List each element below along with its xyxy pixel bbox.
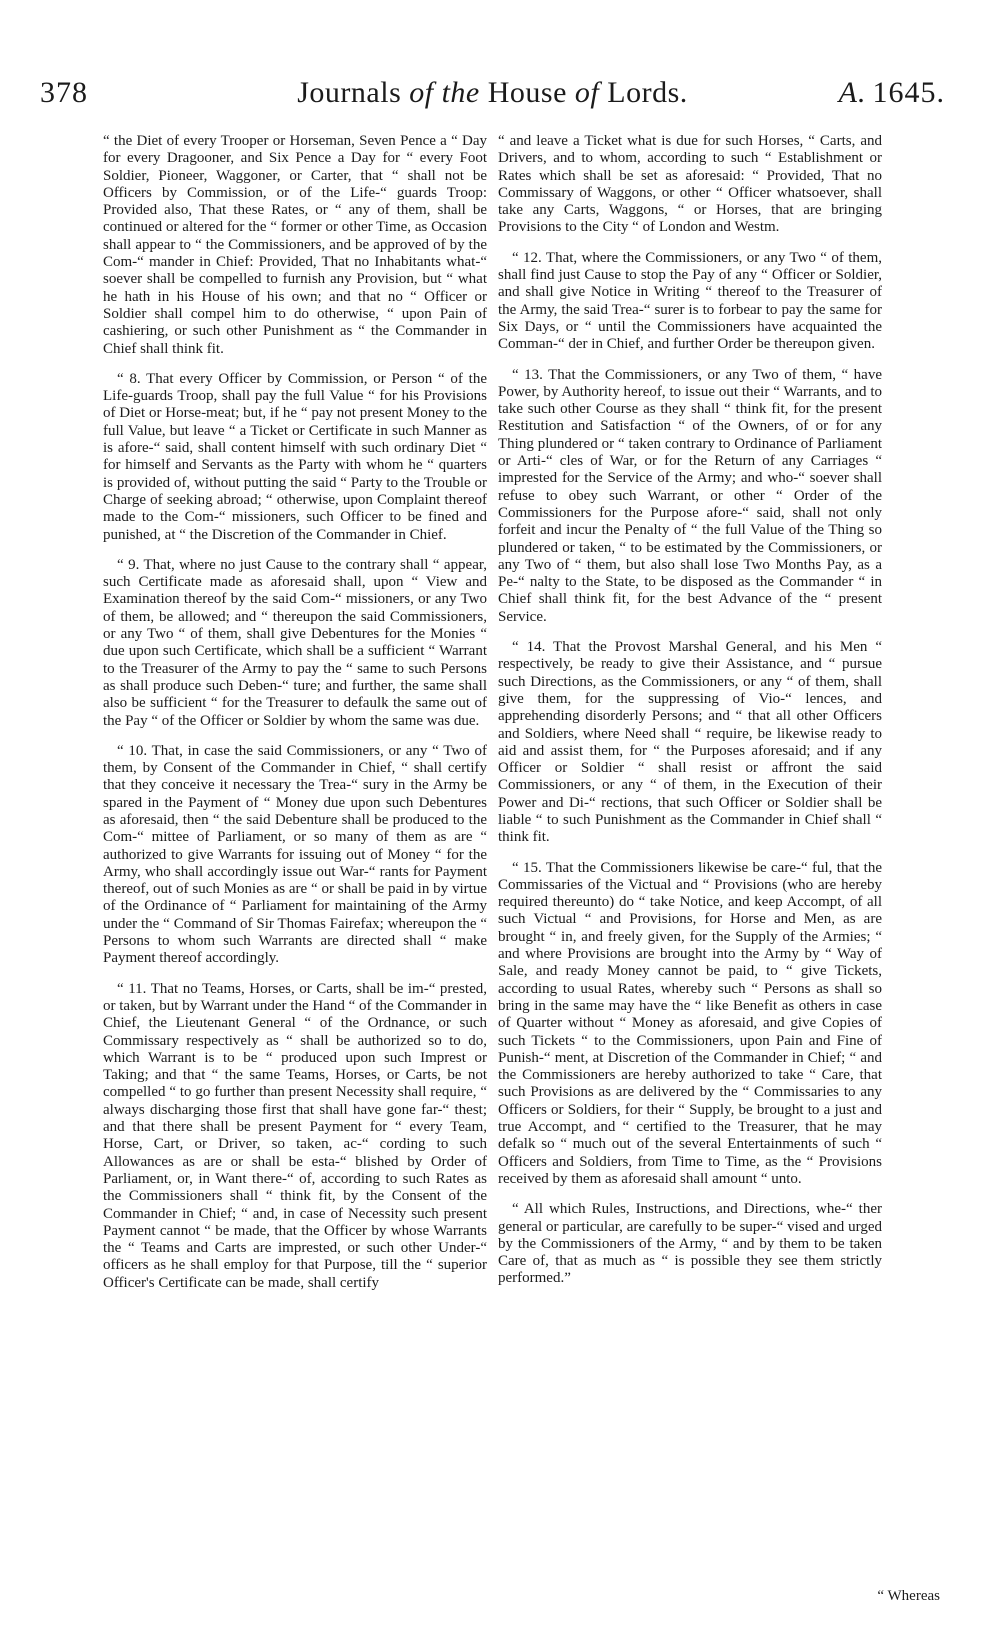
page-number: 378 xyxy=(40,76,88,109)
paragraph-article-10: “ 10. That, in case the said Commissioners, or any “ Two of them, by Consent of the Commander in Chief, “ shall certify that they conceive it necessary the Trea-“ sury in the Army be spared in the Payment of “ Money due upon such Debentures as aforesaid, then “ the said Debenture shall be produced to the Com-“ mittee of Parliament, or so many of them as are “ authorized to give Warrants for issuing out of Money “ for the Army, who shall accordingly issue out War-“ rants for Payment thereof, out of such Monies as are “ or shall be paid in by virtue of the Ordinance of “ Parliament for maintaining of the Army under the “ Command of Sir Thomas Fairefax; whereupon the “ Persons to whom such Warrants are directed shall “ make Payment thereof accordingly. xyxy=(103,742,487,967)
right-column xyxy=(498,133,882,1288)
paragraph-article-14: “ 14. That the Provost Marshal General, and his Men “ respectively, be ready to give their Assistance, and “ pursue such Directions, as the Commissioners, or any “ of them, shall give them, for the suppressing of Vio-“ lences, and apprehending disorderly Persons; and “ that all other Officers and Soldiers, where Need shall “ require, be likewise ready to aid and assist them, for “ the Purposes aforesaid; and if any Officer or Soldier “ shall resist or affront the said Commissioners, or any “ of them, in the Execution of their Power and Di-“ rections, that such Officer or Soldier shall be liable “ to such Punishment as the Commander in Chief shall “ think fit. xyxy=(498,639,882,846)
paragraph-article-13: “ 13. That the Commissioners, or any Two of them, “ have Power, by Authority hereof, to issue out their “ Warrants, and to take such other Course as they shall “ think fit, for the present Restitution and Satisfaction “ of the Owners, of or for any Thing plundered or “ taken contrary to Ordinance of Parliament or Arti-“ cles of War, or for the Return of any Carriages “ imprested for the Service of the Army; and who-“ soever shall refuse to obey such Warrant, or other “ Order of the Commissioners for the Purpose afore-“ said, shall not only forfeit and incur the Penalty of “ the full Value of the Thing so plundered or taken, “ to be estimated by the Commissioners, or any Two of “ them, but also shall lose Two Months Pay, as a Pe-“ nalty to the State, to be disposed as the Commander “ in Chief shall think fit, for the best Advance of the “ present Service. xyxy=(498,366,882,625)
paragraph-diet-rates: “ the Diet of every Trooper or Horseman, Seven Pence a “ Day for every Dragooner, and Six Pence a Day for “ every Foot Soldier, Pioneer, Waggoner, or Carter, that “ shall not be Officers by Commission, or of the Life-“ guards Troop: Provided also, That these Rates, or “ any of them, shall be continued or altered for the “ former or other Time, as Occasion shall appear to “ the Commissioners, and be approved of by the Com-“ mander in Chief: Provided, That no Inhabitants what-“ soever shall be compelled to furnish any Provision, but “ what he hath in his House of his own; and that no “ Officer or Soldier shall compel him to do otherwise, “ upon Pain of cashiering, or such other Punishment as “ the Commander in Chief shall think fit. xyxy=(103,133,487,357)
paragraph-article-9: “ 9. That, where no just Cause to the contrary shall “ appear, such Certificate made as aforesaid shall, upon “ View and Examination thereof by the said Com-“ missioners, or any Two of them, be allowed; and “ thereupon the said Commissioners, or any Two “ of them, shall give Debentures for the Monies “ due upon such Certificate, which shall be a sufficient “ Warrant to the Treasurer of the Army to pay the “ same to such Persons as shall produce such Deben-“ ture; and further, the same shall also be sufficient “ for the Treasurer to defaulk the same out of the Pay “ of the Officer or Soldier by whom the same was due. xyxy=(103,556,487,729)
paragraph-article-11: “ 11. That no Teams, Horses, or Carts, shall be im-“ prested, or taken, but by Warrant under the Hand “ of the Commander in Chief, the Lieutenant General “ of the Ordnance, or such Commissary respectively as “ shall be authorized so to do, which Warrant is to be “ produced upon such Imprest or Taking; and that “ the same Teams, Horses, or Carts, be not compelled “ to go further than present Necessity shall require, “ always discharging those first that shall have gone far-“ thest; and that there shall be present Payment for “ every Team, Horse, Cart, or Driver, so taken, ac-“ cording to such Allowances as are or shall be esta-“ blished by Order of Parliament, or, in Want there-“ of, according to such Rates as the Commissioners shall “ think fit, by the Consent of the Commander in Chief; “ and, in case of Necessity such present Payment cannot “ be made, that the Officer by whose Warrants the “ Teams and Carts are imprested, or such other Under-“ officers as he shall employ for that Purpose, till the “ superior Officer's Certificate can be made, shall certify xyxy=(103,980,487,1291)
paragraph-closing: “ All which Rules, Instructions, and Directions, whe-“ ther general or particular, are carefully to be super-“ vised and urged by the Commissioners of the Army, “ and by them to be taken Care of, that as much as “ is possible they see them strictly performed.” xyxy=(498,1201,882,1287)
catchword: “ Whereas xyxy=(877,1588,940,1604)
left-column xyxy=(103,133,487,1292)
paragraph-article-11-continued: “ and leave a Ticket what is due for such Horses, “ Carts, and Drivers, and to whom, according to such “ Establishment or Rates which shall be set as aforesaid: “ Provided, That no Commissary of Waggons, or other “ Officer whatsoever, shall take any Carts, Waggons, “ or Horses, that are bringing Provisions to the City “ of London and Westm. xyxy=(498,133,882,236)
paragraph-article-8: “ 8. That every Officer by Commission, or Person “ of the Life-guards Troop, shall pay the full Value “ for his Provisions of Diet or Horse-meat; but, if he “ pay not present Money to the full Value, but leave “ a Ticket or Certificate in such Manner as is afore-“ said, shall content himself with such ordinary Diet “ for himself and Servants as the Party with whom he “ quarters is provided of, without putting the said “ Party to the Trouble or Charge of seeking abroad; “ otherwise, upon Complaint thereof made to the Com-“ missioners, such Officer to be fined and punished, at “ the Discretion of the Commander in Chief. xyxy=(103,370,487,543)
page-year: A. 1645. xyxy=(838,76,945,109)
paragraph-article-15: “ 15. That the Commissioners likewise be care-“ ful, that the Commissaries of the Victual and “ Provisions (who are hereby required thereunto) do “ take Notice, and keep Accompt, of all such Victual “ and Provisions, for Horse and Men, as are brought “ in, and freely given, for the Supply of the Armies; “ and where Provisions are brought into the Army by “ Way of Sale, and ready Money cannot be paid, to “ give Tickets, according to usual Rates, whereby such “ Persons as shall so bring in the same may have the “ like Benefit as others in case of Quarter without “ Money as aforesaid, and give Copies of such Tickets “ to the Commissioners, upon Pain and Fine of Punish-“ ment, at Discretion of the Commander in Chief; “ and the Commissioners are hereby authorized to take “ Care, that such Provisions as are delivered by the “ Commissaries to any Officers or Soldiers, for their “ Supply, be brought to a just and true Accompt, and “ certified to the Treasurer, that he may defalk so “ much out of the several Entertainments of such “ Officers and Soldiers, from Time to Time, as the “ Provisions received by them as aforesaid shall amount “ unto. xyxy=(498,859,882,1187)
paragraph-article-12: “ 12. That, where the Commissioners, or any Two “ of them, shall find just Cause to stop the Pay of any “ Officer or Soldier, and shall give Notice in Writing “ thereof to the Treasurer of the Army, the said Trea-“ surer is to forbear to pay the same for Six Days, or “ until the Commissioners have acquainted the Comman-“ der in Chief, and further Order be thereupon given. xyxy=(498,249,882,353)
page-header xyxy=(40,62,945,112)
running-title: Journals of the House of Lords. xyxy=(297,76,688,109)
